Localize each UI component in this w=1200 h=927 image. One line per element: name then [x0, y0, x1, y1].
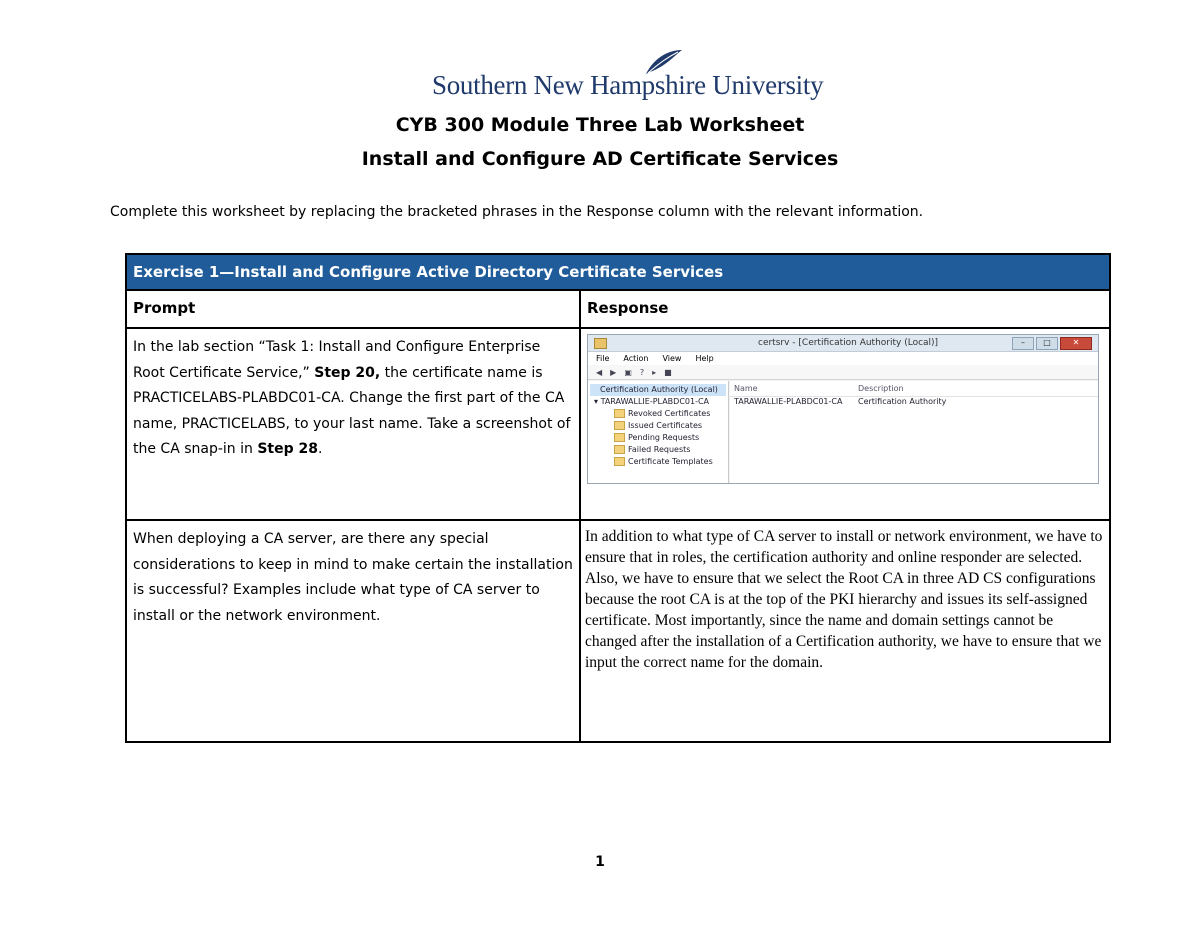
- prompt-column-header: Prompt: [126, 290, 580, 328]
- tree-item-label: Failed Requests: [628, 445, 691, 454]
- folder-icon: [614, 445, 625, 454]
- tree-item-label: TARAWALLIE-PLABDC01-CA: [600, 397, 710, 406]
- response-cell-1: [580, 328, 1110, 520]
- list-item-description: Certification Authority: [858, 397, 947, 406]
- worksheet-subtitle: Install and Configure AD Certificate Services: [361, 148, 839, 170]
- folder-icon: [614, 433, 625, 442]
- maximize-icon: □: [1036, 337, 1058, 350]
- logo-text: Southern New Hampshire University: [432, 70, 824, 100]
- menu-help: Help: [695, 354, 714, 363]
- menu-bar: [588, 352, 1098, 365]
- instructions: Complete this worksheet by replacing the bracketed phrases in the Response column with the relevant information.: [110, 204, 924, 220]
- list-item-name: TARAWALLIE-PLABDC01-CA: [734, 397, 843, 406]
- minimize-icon: –: [1012, 337, 1034, 350]
- tree-item-label: Issued Certificates: [628, 421, 703, 430]
- play-icon: ▸: [652, 367, 657, 377]
- prompt-text: the certificate name is PRACTICELABS-PLABDC01-CA. Change the first part of the CA name, PRACTICELABS, to your last name. Take a screenshot of the CA snap-in in: [133, 364, 571, 457]
- close-icon: ✕: [1060, 337, 1092, 350]
- tree-item: [588, 408, 728, 420]
- prompt-cell-1: [126, 328, 580, 520]
- worksheet-table: [125, 253, 1111, 743]
- folder-icon: [614, 421, 625, 430]
- tree-item: [588, 432, 728, 444]
- menu-action: Action: [623, 354, 649, 363]
- window-titlebar: [588, 335, 1098, 352]
- list-header-description: Description: [858, 384, 904, 393]
- tree-item-label: Pending Requests: [628, 433, 700, 442]
- university-logo: [432, 48, 824, 108]
- console-tree: [588, 381, 729, 483]
- ca-snapin-screenshot: [587, 334, 1099, 484]
- stop-icon: ■: [664, 367, 672, 377]
- export-icon: ▣: [624, 367, 632, 377]
- step-20-ref: Step 20,: [314, 364, 381, 381]
- folder-icon: [614, 409, 625, 418]
- menu-file: File: [596, 354, 610, 363]
- tree-item: Certification Authority (Local): [590, 384, 726, 396]
- result-list: [730, 381, 1098, 483]
- list-header-name: Name: [734, 384, 758, 393]
- prompt-text: .: [318, 441, 323, 457]
- worksheet-title: CYB 300 Module Three Lab Worksheet: [395, 114, 805, 136]
- tree-item: [588, 420, 728, 432]
- back-icon: ◀: [596, 367, 603, 377]
- page-number: 1: [595, 854, 605, 870]
- prompt-text: In the lab section “Task 1: Install and Configure Enterprise Root Certificate Service,”: [133, 339, 541, 381]
- toolbar: [588, 365, 1098, 380]
- exercise-header: Exercise 1—Install and Configure Active Directory Certificate Services: [126, 254, 1110, 290]
- window-title: certsrv - [Certification Authority (Local)]: [758, 338, 939, 348]
- prompt-cell-2: When deploying a CA server, are there any special considerations to keep in mind to make certain the installation is successful? Examples include what type of CA server to install or the network environment.: [126, 520, 580, 742]
- ca-server-icon: ▾: [594, 397, 601, 406]
- menu-view: View: [662, 354, 682, 363]
- forward-icon: ▶: [610, 367, 617, 377]
- window-icon: [594, 338, 607, 349]
- tree-item: [588, 444, 728, 456]
- response-column-header: Response: [580, 290, 1110, 328]
- list-item: [730, 397, 1098, 409]
- tree-item: [588, 456, 728, 468]
- tree-item-label: Revoked Certificates: [628, 409, 711, 418]
- tree-item: [588, 396, 728, 408]
- response-cell-2: In addition to what type of CA server to install or network environment, we have to ensure that in roles, the certification authority and online responder are selected. Also, we have to ensure that we select the Root CA in three AD CS configurations because the root CA is at the top of the PKI hierarchy and issues its self-assigned certificate. Most importantly, since the name and domain settings cannot be changed after the installation of a Certification authority, we have to ensure that we input the correct name for the domain.: [580, 520, 1110, 742]
- help-icon: ?: [639, 367, 645, 377]
- step-28-ref: Step 28: [257, 441, 318, 457]
- tree-item-label: Certificate Templates: [628, 457, 713, 466]
- folder-icon: [614, 457, 625, 466]
